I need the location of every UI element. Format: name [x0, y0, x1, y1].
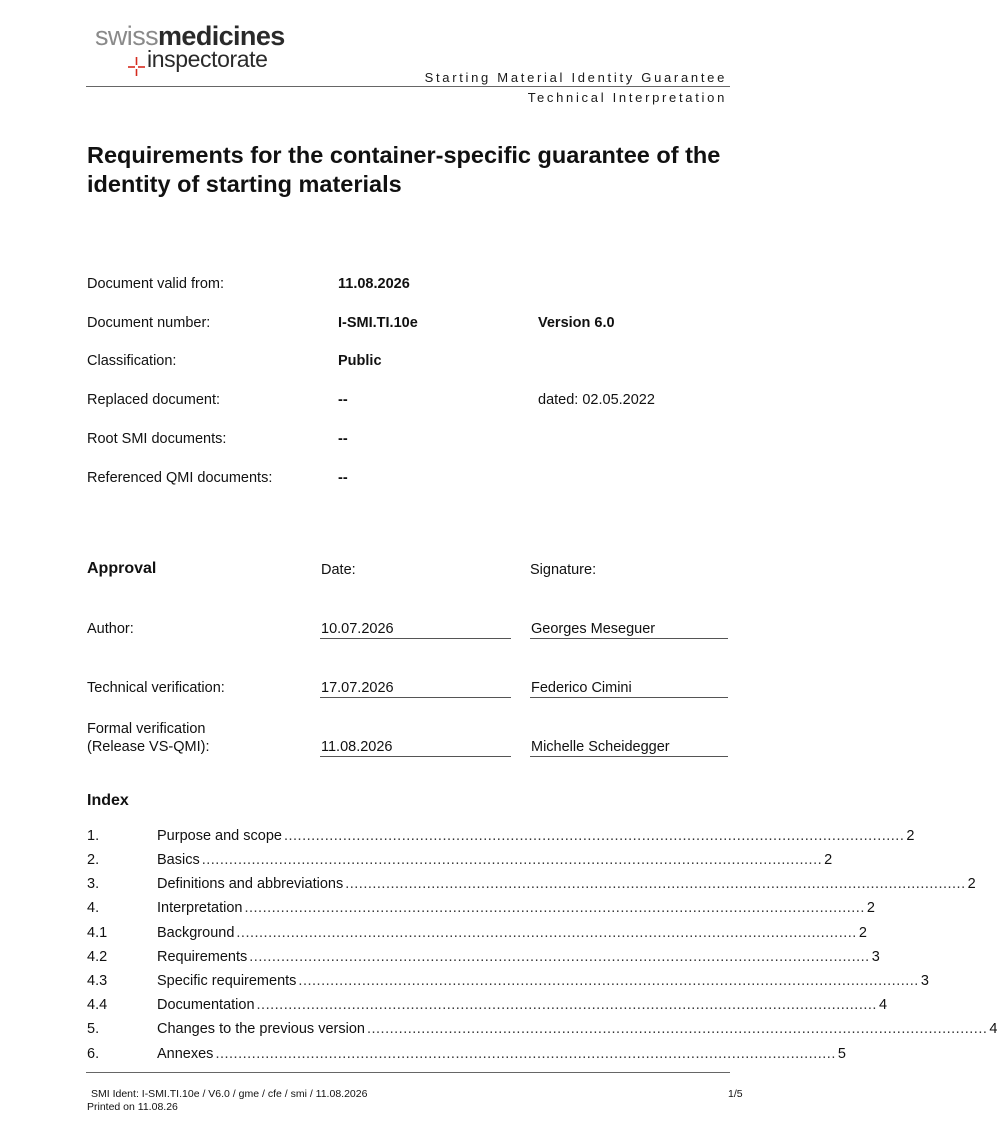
classification-value: Public — [338, 353, 382, 369]
replaced-document-date: dated: 02.05.2022 — [538, 392, 655, 408]
version-value: Version 6.0 — [538, 315, 615, 331]
approval-technical-signature: Federico Cimini — [530, 679, 728, 698]
valid-from-value: 11.08.2026 — [338, 276, 410, 292]
toc-entry-title: Interpretation — [157, 900, 243, 916]
toc-entry-title: Requirements — [157, 949, 248, 965]
toc-entry-page: 5 — [837, 1046, 846, 1062]
approval-formal-label-line2: (Release VS-QMI): — [87, 739, 210, 755]
logo-inspectorate-text: inspectorate — [147, 46, 268, 72]
toc-leader-dots: ......................................................................................................................................... — [201, 852, 823, 868]
header-document-series: Starting Material Identity Guarantee — [424, 70, 727, 85]
document-number-value: I-SMI.TI.10e — [338, 315, 418, 331]
logo-medicines-text: medicines — [158, 21, 285, 51]
replaced-document-value: -- — [338, 392, 348, 408]
toc-entry-page: 4 — [878, 997, 888, 1013]
approval-date-column-header: Date: — [321, 562, 356, 578]
toc-entry-title: Documentation — [157, 997, 255, 1013]
toc-leader-dots: ......................................................................................................................................... — [236, 925, 857, 941]
toc-entry-title: Specific requirements — [157, 973, 297, 989]
approval-signature-column-header: Signature: — [530, 562, 597, 578]
toc-leader-dots: ......................................................................................................................................... — [256, 997, 877, 1013]
toc-entry[interactable] — [87, 948, 880, 966]
toc-entry-number: 4.1 — [87, 925, 108, 941]
replaced-document-label: Replaced document: — [87, 392, 220, 408]
approval-author-signature: Georges Meseguer — [530, 620, 728, 639]
toc-entry[interactable] — [87, 851, 833, 869]
toc-entry-title: Basics — [157, 852, 200, 868]
toc-entry-page: 2 — [858, 925, 867, 941]
approval-formal-label-line1: Formal verification — [87, 721, 206, 737]
root-smi-documents-value: -- — [338, 431, 348, 447]
toc-entry-title: Annexes — [157, 1046, 214, 1062]
toc-entry-page: 2 — [967, 876, 976, 892]
logo-swiss-text: swiss — [95, 21, 158, 51]
approval-author-date: 10.07.2026 — [320, 620, 511, 639]
toc-entry-number: 1. — [87, 828, 100, 844]
swiss-cross-logo-icon — [128, 54, 146, 76]
toc-entry[interactable] — [87, 1020, 997, 1038]
toc-entry[interactable] — [87, 972, 929, 990]
footer-divider — [86, 1072, 730, 1073]
toc-entry[interactable] — [87, 827, 915, 845]
toc-entry-page: 3 — [871, 949, 880, 965]
toc-entry[interactable] — [87, 899, 875, 917]
toc-leader-dots: ......................................................................................................................................... — [215, 1046, 836, 1062]
toc-entry-page: 2 — [824, 852, 833, 868]
toc-entry-number: 4. — [87, 900, 100, 916]
toc-entry-title: Changes to the previous version — [157, 1021, 365, 1037]
toc-leader-dots: ......................................................................................................................................... — [345, 876, 966, 892]
header-divider — [86, 86, 730, 87]
approval-technical-date: 17.07.2026 — [320, 679, 511, 698]
toc-entry-number: 4.2 — [87, 949, 108, 965]
footer-page-number: 1/5 — [728, 1088, 743, 1100]
toc-leader-dots: ......................................................................................................................................... — [249, 949, 870, 965]
toc-leader-dots: ......................................................................................................................................... — [283, 828, 905, 844]
header-document-type: Technical Interpretation — [527, 90, 727, 105]
toc-leader-dots: ......................................................................................................................................... — [298, 973, 919, 989]
approval-formal-signature: Michelle Scheidegger — [530, 738, 728, 757]
root-smi-documents-label: Root SMI documents: — [87, 431, 227, 447]
referenced-qmi-documents-label: Referenced QMI documents: — [87, 470, 273, 486]
toc-entry[interactable] — [87, 996, 888, 1014]
document-number-label: Document number: — [87, 315, 211, 331]
toc-entry-page: 2 — [866, 900, 875, 916]
approval-heading: Approval — [87, 560, 157, 577]
toc-entry-number: 4.3 — [87, 973, 108, 989]
toc-entry-title: Purpose and scope — [157, 828, 282, 844]
toc-entry[interactable] — [87, 1045, 846, 1063]
approval-author-label: Author: — [87, 621, 134, 637]
footer-printed-date: Printed on 11.08.26 — [87, 1101, 178, 1113]
toc-entry-page: 3 — [920, 973, 929, 989]
approval-formal-date: 11.08.2026 — [320, 738, 511, 757]
toc-entry-page: 2 — [906, 828, 915, 844]
toc-entry-number: 5. — [87, 1021, 100, 1037]
footer-smi-ident: SMI Ident: I-SMI.TI.10e / V6.0 / gme / cfe / smi / 11.08.2026 — [91, 1088, 368, 1100]
referenced-qmi-documents-value: -- — [338, 470, 348, 486]
toc-leader-dots: ......................................................................................................................................... — [244, 900, 865, 916]
toc-entry[interactable] — [87, 875, 976, 893]
toc-entry-number: 6. — [87, 1046, 100, 1062]
document-title: Requirements for the container-specific guarantee of the identity of starting materials — [87, 142, 721, 197]
toc-entry-title: Definitions and abbreviations — [157, 876, 344, 892]
index-heading: Index — [87, 792, 129, 809]
toc-entry-number: 3. — [87, 876, 100, 892]
approval-technical-label: Technical verification: — [87, 680, 225, 696]
toc-leader-dots: ......................................................................................................................................... — [366, 1021, 988, 1037]
classification-label: Classification: — [87, 353, 177, 369]
toc-entry-number: 4.4 — [87, 997, 108, 1013]
toc-entry-page: 4 — [989, 1021, 997, 1037]
valid-from-label: Document valid from: — [87, 276, 224, 292]
toc-entry-title: Background — [157, 925, 235, 941]
toc-entry[interactable] — [87, 924, 867, 942]
toc-entry-number: 2. — [87, 852, 100, 868]
